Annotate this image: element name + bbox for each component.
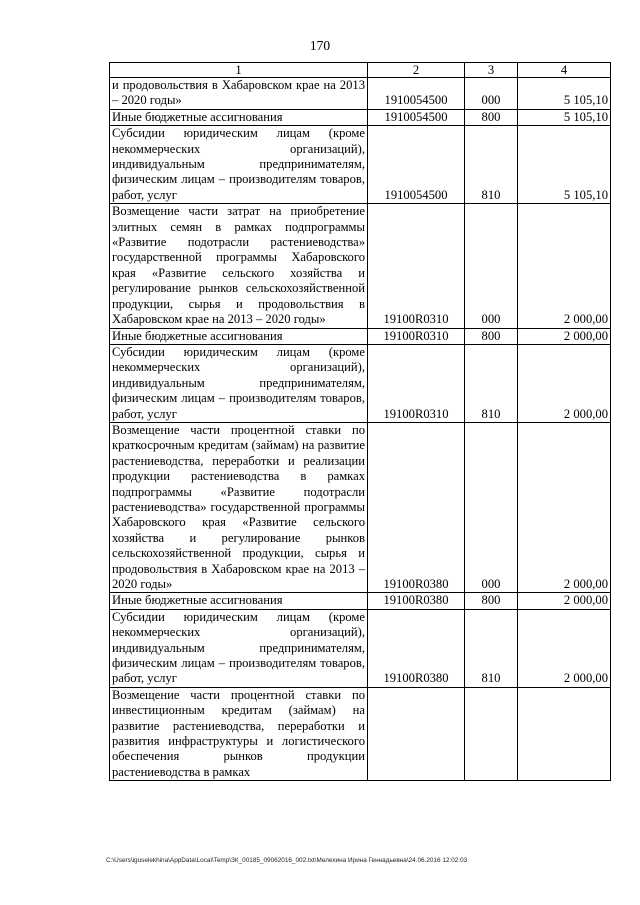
column-header: 4 (518, 63, 611, 78)
row-amount (518, 687, 611, 780)
row-code (368, 687, 465, 780)
row-type: 800 (465, 328, 518, 344)
row-name: Возмещение части затрат на приобретение элитных семян в рамках подпрограммы «Развитие подотрасли растениеводства» государственной программы Хабаровского края «Развитие сельского хозяйства и регулирование рынков сельскохозяйственной продукции, сырья и продовольствия в Хабаровском крае на 2013 – 2020 годы» (110, 204, 368, 328)
row-amount: 5 105,10 (518, 126, 611, 204)
row-name: Возмещение части процентной ставки по инвестиционным кредитам (займам) на развитие растениеводства, переработки и развития инфраструктуры и логистического обеспечения рынков продукции растениеводства в рамках (110, 687, 368, 780)
row-amount: 2 000,00 (518, 344, 611, 422)
table-row (110, 609, 611, 687)
row-type: 000 (465, 78, 518, 110)
row-type (465, 687, 518, 780)
table-row (110, 109, 611, 125)
budget-table (109, 62, 611, 781)
row-amount: 2 000,00 (518, 422, 611, 592)
row-name: Иные бюджетные ассигнования (110, 328, 368, 344)
row-amount: 2 000,00 (518, 609, 611, 687)
row-type: 810 (465, 344, 518, 422)
table-row (110, 328, 611, 344)
row-type: 800 (465, 593, 518, 609)
table-row (110, 204, 611, 328)
row-name: и продовольствия в Хабаровском крае на 2013 – 2020 годы» (110, 78, 368, 110)
table-row (110, 78, 611, 110)
row-type: 800 (465, 109, 518, 125)
table-row (110, 126, 611, 204)
row-name: Иные бюджетные ассигнования (110, 109, 368, 125)
row-amount: 5 105,10 (518, 78, 611, 110)
table-row (110, 687, 611, 780)
column-header: 3 (465, 63, 518, 78)
column-header: 1 (110, 63, 368, 78)
row-amount: 2 000,00 (518, 593, 611, 609)
row-code: 19100R0310 (368, 204, 465, 328)
row-type: 810 (465, 609, 518, 687)
row-code: 1910054500 (368, 78, 465, 110)
table-row (110, 344, 611, 422)
row-code: 19100R0380 (368, 422, 465, 592)
row-type: 000 (465, 422, 518, 592)
row-name: Субсидии юридическим лицам (кроме некоммерческих организаций), индивидуальным предпринимателям, физическим лицам – производителям товаров, работ, услуг (110, 609, 368, 687)
row-code: 1910054500 (368, 126, 465, 204)
row-amount: 2 000,00 (518, 204, 611, 328)
row-code: 19100R0380 (368, 609, 465, 687)
row-name: Иные бюджетные ассигнования (110, 593, 368, 609)
table-row (110, 593, 611, 609)
page-number: 170 (309, 38, 331, 53)
row-code: 1910054500 (368, 109, 465, 125)
table-header-row (110, 63, 611, 78)
row-amount: 2 000,00 (518, 328, 611, 344)
row-name: Субсидии юридическим лицам (кроме некоммерческих организаций), индивидуальным предпринимателям, физическим лицам – производителям товаров, работ, услуг (110, 126, 368, 204)
row-name: Возмещение части процентной ставки по краткосрочным кредитам (займам) на развитие растениеводства, переработки и реализации продукции растениеводства в рамках подпрограммы «Развитие подотрасли растениеводства» государственной программы Хабаровского края «Развитие сельского хозяйства и регулирование рынков сельскохозяйственной продукции, сырья и продовольствия в Хабаровском крае на 2013 – 2020 годы» (110, 422, 368, 592)
column-header: 2 (368, 63, 465, 78)
row-name: Субсидии юридическим лицам (кроме некоммерческих организаций), индивидуальным предпринимателям, физическим лицам – производителям товаров, работ, услуг (110, 344, 368, 422)
file-path-footer: C:\Users\iguselekhina\AppData\Local\Temp\ЗК_00185_09062016_002.txt\Мелехина Ирина Геннадьевна\24.06.2016 12:02:03 (106, 857, 468, 864)
row-code: 19100R0380 (368, 593, 465, 609)
row-code: 19100R0310 (368, 344, 465, 422)
table-row (110, 422, 611, 592)
row-type: 000 (465, 204, 518, 328)
row-code: 19100R0310 (368, 328, 465, 344)
row-type: 810 (465, 126, 518, 204)
row-amount: 5 105,10 (518, 109, 611, 125)
